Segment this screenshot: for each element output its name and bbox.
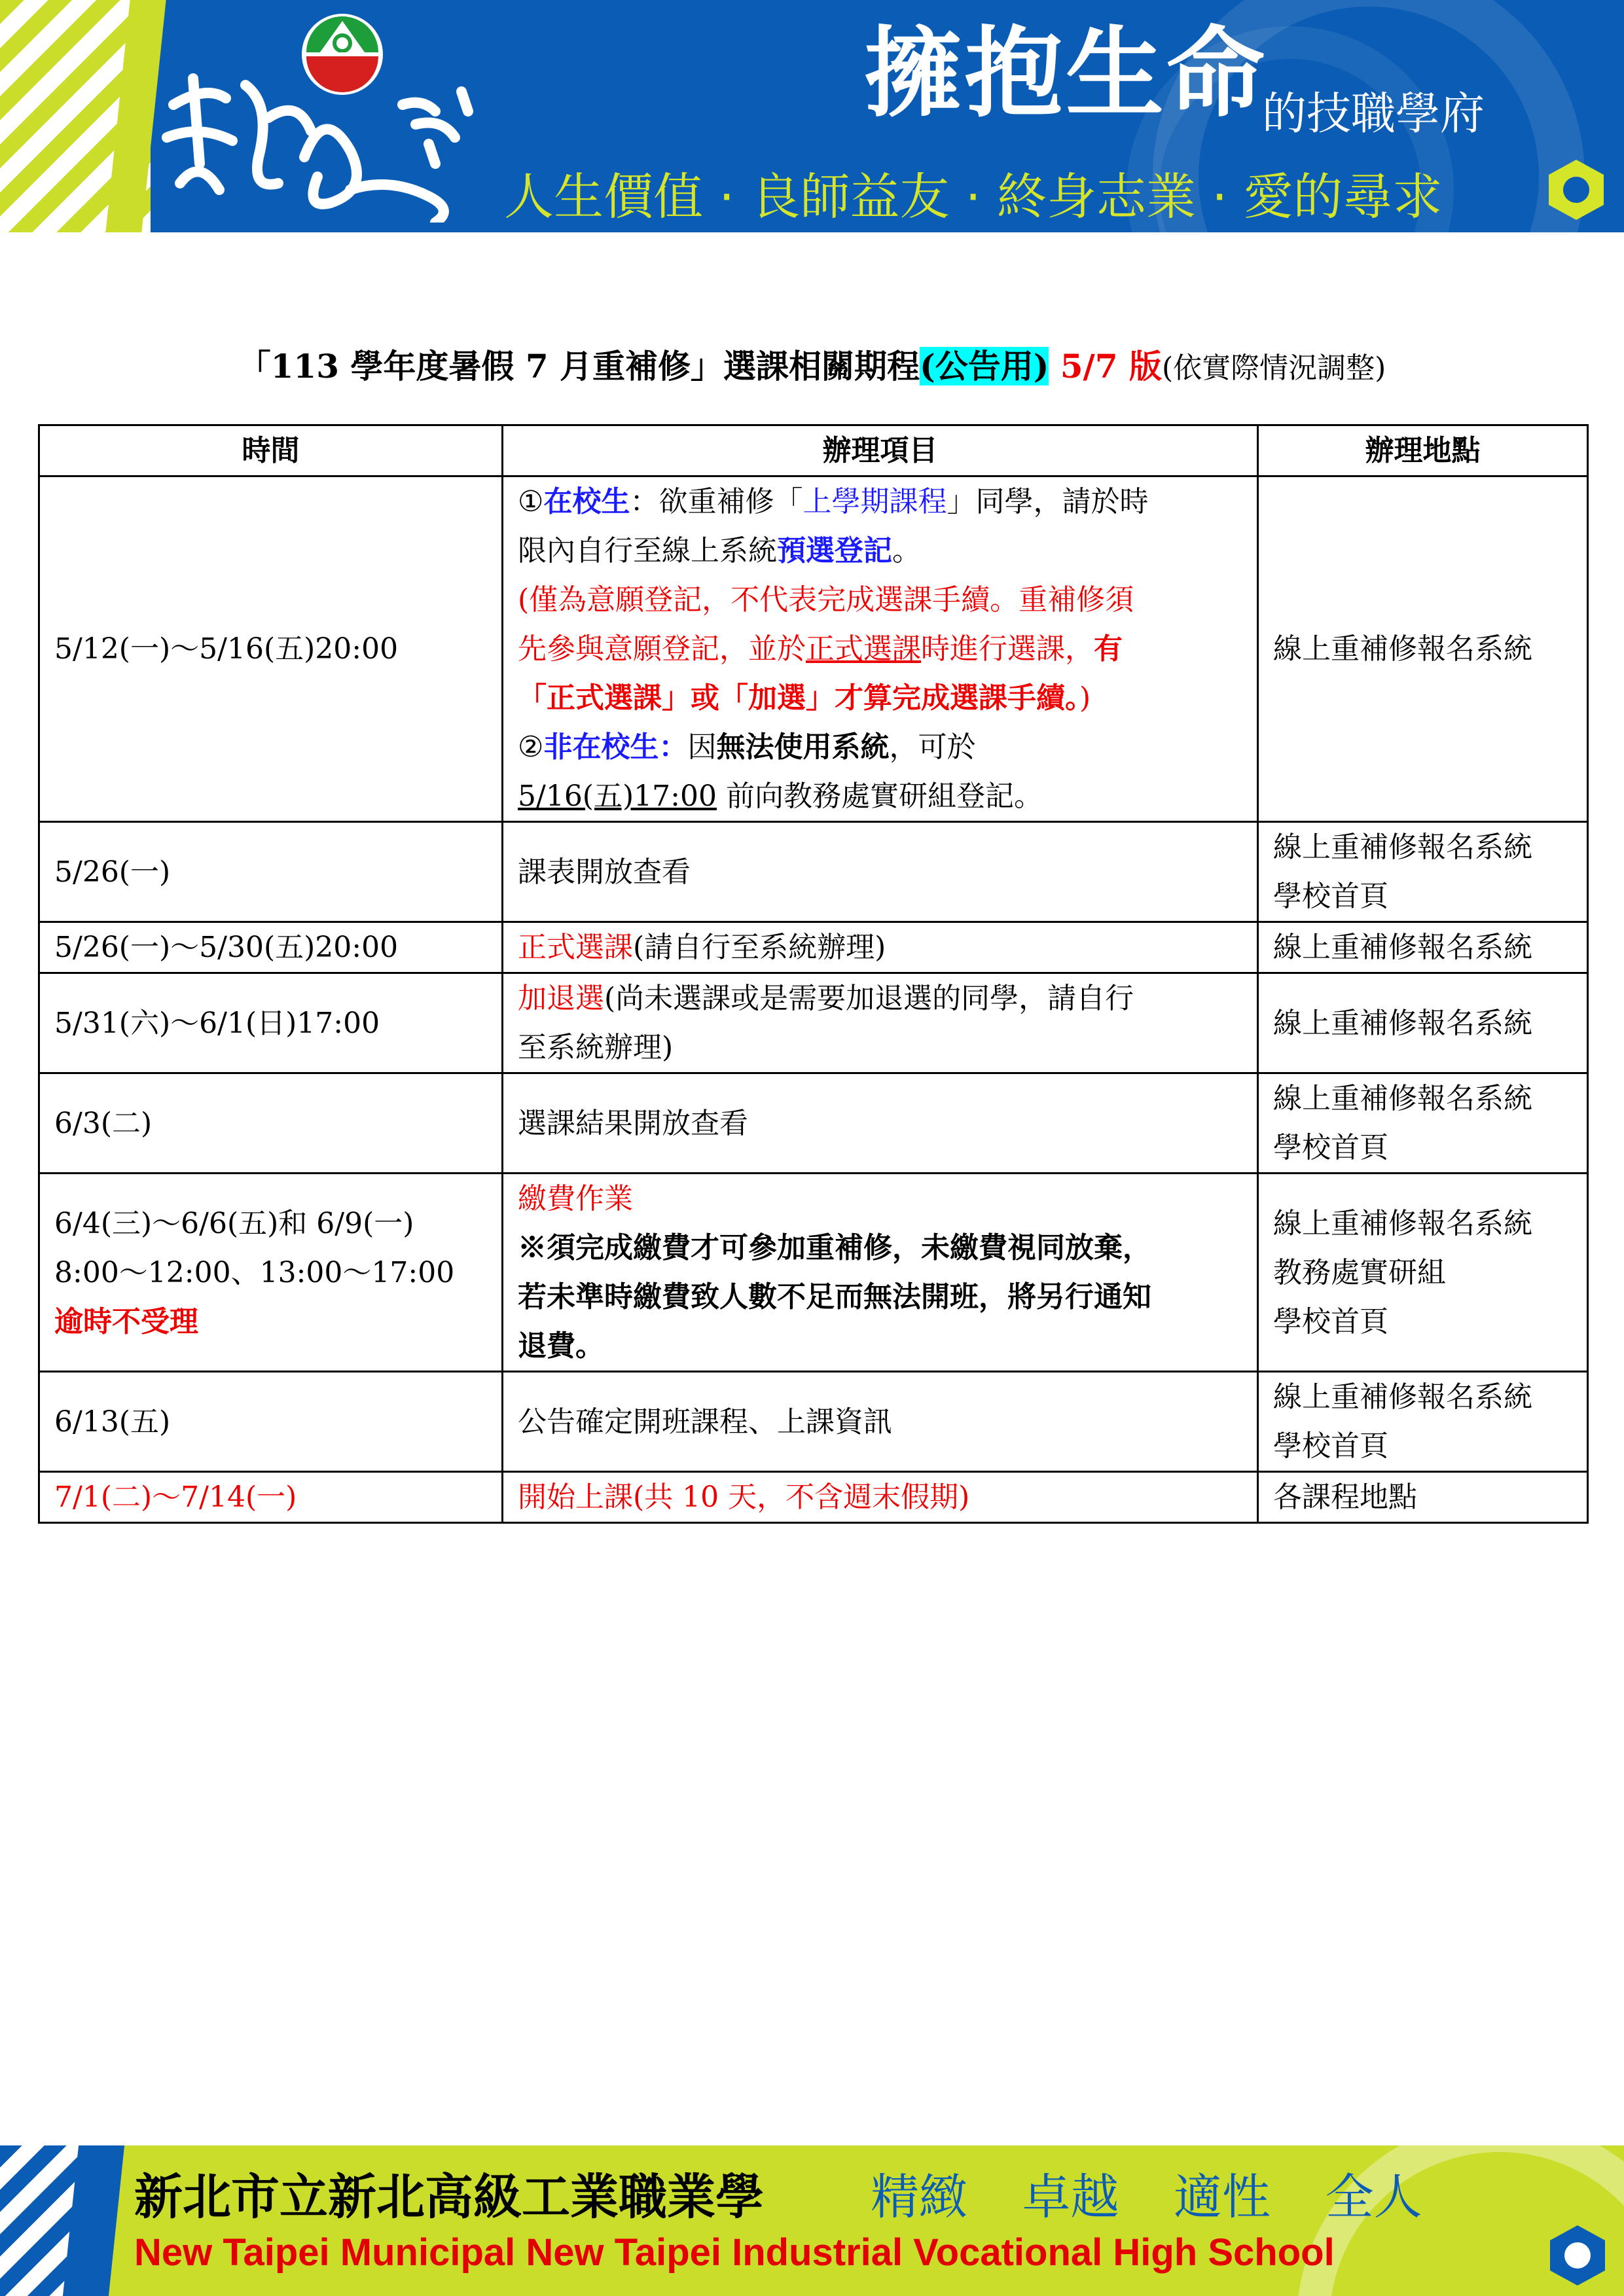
item-line: [518, 772, 1242, 821]
header-item: 辦理項目: [503, 425, 1258, 476]
school-name-en: New Taipei Municipal New Taipei Industrial Vocational High School: [134, 2231, 1335, 2274]
item-cell: [503, 922, 1258, 973]
time-cell: 5/31(六)～6/1(日)17:00: [39, 973, 503, 1073]
place-cell: 線上重補修報名系統: [1258, 922, 1588, 973]
place-line: 線上重補修報名系統: [1273, 831, 1532, 864]
time-cell: 5/12(一)～5/16(五)20:00: [39, 476, 503, 822]
time-cell: 6/13(五): [39, 1372, 503, 1472]
table-row: [39, 1472, 1588, 1523]
page-title: [0, 340, 1624, 387]
time-line: 8:00～12:00、13:00～17:00: [54, 1255, 455, 1289]
place-line: 線上重補修報名系統: [1273, 1380, 1532, 1414]
footer-banner: [0, 2145, 1624, 2296]
text-segment: (請自行至系統辦理): [633, 931, 886, 964]
item-cell: [503, 476, 1258, 822]
table-header-row: [39, 425, 1588, 476]
hexagon-icon: [1543, 157, 1609, 223]
text-segment: 。: [892, 534, 921, 567]
item-cell: 公告確定開班課程、上課資訊: [503, 1372, 1258, 1472]
time-cell: 5/26(一)～5/30(五)20:00: [39, 922, 503, 973]
item-line: 若未準時繳費致人數不足而無法開班，將另行通知: [518, 1280, 1151, 1314]
num-marker: ①: [518, 485, 544, 518]
action-text: 加退選: [518, 982, 604, 1015]
schedule-table: [38, 424, 1589, 1524]
action-text: 正式選課: [518, 931, 633, 964]
header-place: 辦理地點: [1258, 425, 1588, 476]
place-cell: 線上重補修報名系統: [1258, 476, 1588, 822]
course-type: 上學期課程: [803, 485, 947, 518]
text-segment: ：欲重補修「: [630, 485, 803, 518]
time-cell: 5/26(一): [39, 822, 503, 922]
place-cell: [1258, 822, 1588, 922]
text-segment: ，可於: [889, 730, 976, 764]
text-segment: 」同學，請於時: [947, 485, 1149, 518]
text-segment: (尚未選課或是需要加退選的同學，請自行: [604, 982, 1134, 1015]
item-line: (僅為意願登記，不代表完成選課手續。重補修須: [518, 583, 1134, 617]
item-cell: [503, 973, 1258, 1073]
table-row: [39, 922, 1588, 973]
table-row: [39, 1073, 1588, 1174]
deadline-warning: 逾時不受理: [54, 1304, 198, 1338]
table-row: [39, 1372, 1588, 1472]
item-line: 至系統辦理): [518, 1031, 674, 1064]
time-line: 6/4(三)～6/6(五)和 6/9(一): [54, 1206, 414, 1240]
place-cell: 線上重補修報名系統: [1258, 973, 1588, 1073]
underlined-text: 正式選課: [806, 632, 921, 666]
place-line: 學校首頁: [1273, 1131, 1388, 1164]
hexagon-icon: [1545, 2223, 1610, 2288]
place-line: 學校首頁: [1273, 1429, 1388, 1463]
item-line: [518, 974, 1242, 1023]
time-cell: 7/1(二)～7/14(一): [39, 1472, 503, 1523]
time-cell: 6/3(二): [39, 1073, 503, 1174]
place-line: 線上重補修報名系統: [1273, 1082, 1532, 1115]
text-segment: ): [1079, 681, 1091, 715]
text-segment: 有: [1094, 632, 1123, 666]
place-cell: [1258, 1073, 1588, 1174]
table-row: [39, 476, 1588, 822]
place-cell: [1258, 1174, 1588, 1372]
item-cell: 選課結果開放查看: [503, 1073, 1258, 1174]
place-line: 學校首頁: [1273, 1304, 1388, 1338]
slogan-sub: 的技職學府: [1262, 88, 1485, 140]
deadline-date: 5/16(五)17:00: [518, 780, 717, 813]
target-group: 非在校生：: [543, 730, 688, 764]
school-motto: 人生價值 · 良師益友 · 終身志業 · 愛的尋求: [504, 168, 1443, 226]
text-segment: 時進行選課，: [921, 632, 1094, 666]
table-row: [39, 973, 1588, 1073]
num-marker: ②: [518, 730, 544, 764]
title-highlight: (公告用): [920, 347, 1049, 386]
school-name-cn: 新北市立新北高級工業職業學: [134, 2169, 764, 2225]
text-segment: 前向教務處實研組登記。: [716, 780, 1043, 813]
table-row: [39, 822, 1588, 922]
item-line: [518, 624, 1242, 673]
time-cell: [39, 1174, 503, 1372]
item-line: ※須完成繳費才可參加重補修，未繳費視同放棄，: [518, 1231, 1151, 1265]
header-banner: [0, 0, 1624, 232]
place-cell: [1258, 1372, 1588, 1472]
title-note: (依實際情況調整): [1162, 351, 1386, 385]
text-segment: 「正式選課」或「加選」才算完成選課手續。: [518, 681, 1079, 715]
target-group: 在校生: [543, 485, 630, 518]
table-row: [39, 1174, 1588, 1372]
item-cell: [503, 1174, 1258, 1372]
title-main: 「113 學年度暑假 7 月重補修」選課相關期程: [238, 347, 920, 386]
place-line: 學校首頁: [1273, 880, 1388, 913]
school-emblem-icon: [300, 12, 385, 97]
item-line: [518, 526, 1242, 575]
item-line: 繳費作業: [518, 1182, 633, 1215]
place-cell: 各課程地點: [1258, 1472, 1588, 1523]
text-segment: 無法使用系統: [716, 730, 890, 764]
text-segment: 先參與意願登記，並於: [518, 632, 806, 666]
item-cell: 課表開放查看: [503, 822, 1258, 922]
text-segment: 限內自行至線上系統: [518, 534, 777, 567]
text-segment: 因: [687, 730, 717, 764]
title-version: 5/7 版: [1049, 347, 1163, 386]
header-time: 時間: [39, 425, 503, 476]
item-line: [518, 673, 1242, 723]
item-cell: 開始上課(共 10 天，不含週末假期): [503, 1472, 1258, 1523]
school-values: 精緻 卓越 適性 全人: [871, 2169, 1422, 2225]
item-line: [518, 723, 1242, 772]
place-line: 教務處實研組: [1273, 1255, 1446, 1289]
slogan-main: 擁抱生命: [864, 17, 1268, 131]
item-line: [518, 477, 1242, 526]
place-line: 線上重補修報名系統: [1273, 1206, 1532, 1240]
item-line: 退費。: [518, 1329, 604, 1363]
action-text: 預選登記: [777, 534, 892, 567]
